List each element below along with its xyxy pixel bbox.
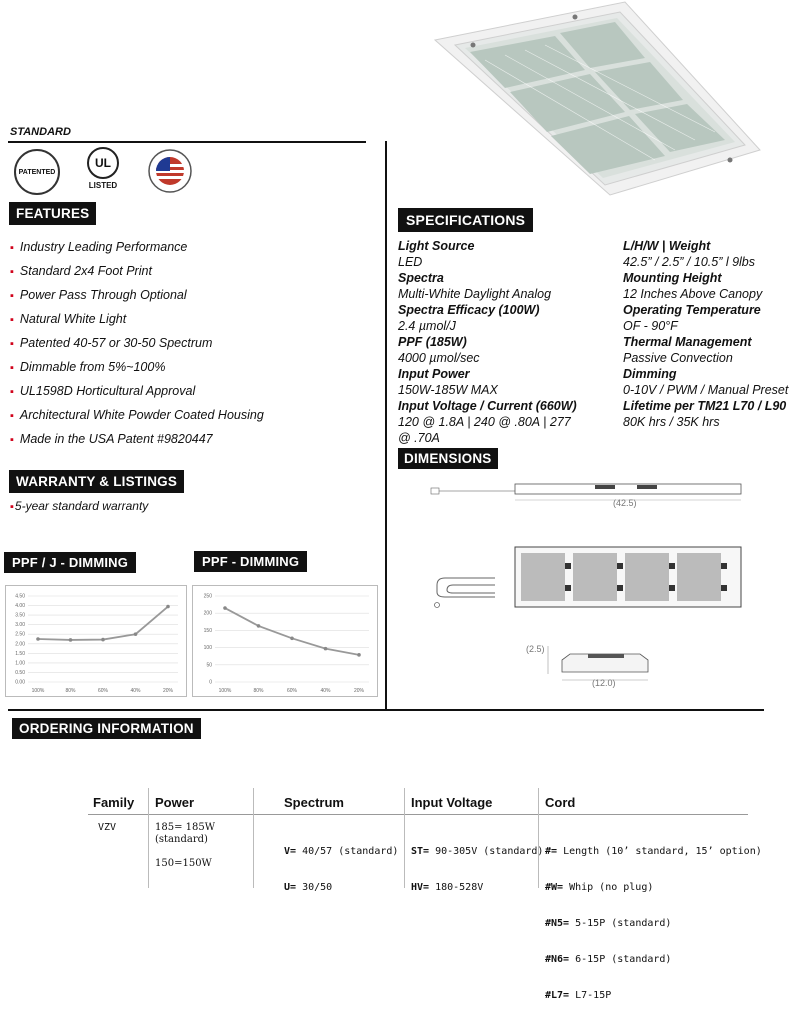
spec-label: Input Power (398, 367, 470, 381)
side-view-drawing (425, 476, 755, 516)
x-tick-label: 20% (353, 688, 365, 694)
feature-item: ▪ Industry Leading Performance (10, 240, 188, 254)
ordering-header: ORDERING INFORMATION (12, 718, 201, 739)
bullet-icon: ▪ (10, 290, 14, 302)
product-image (425, 0, 765, 200)
spec-value: OF - 90°F (623, 319, 678, 333)
ordering-voltage-value: ST= 90-305V (standard) HV= 180-528V (411, 846, 544, 893)
standard-divider (8, 141, 366, 143)
ul-listed-icon: UL LISTED (86, 147, 120, 189)
feature-item: ▪ Natural White Light (10, 312, 127, 326)
spec-label: Spectra Efficacy (100W) (398, 303, 540, 317)
standard-label: STANDARD (10, 126, 71, 138)
warranty-item: ▪5-year standard warranty (10, 499, 149, 513)
ordering-col-rule (148, 788, 149, 888)
ordering-col-rule (404, 788, 405, 888)
spec-value: 0-10V / PWM / Manual Preset (623, 383, 789, 397)
spec-value: 120 @ 1.8A | 240 @ .80A | 277 @ .70A (398, 415, 571, 445)
y-tick-label: 0.00 (15, 679, 25, 686)
feature-item: ▪ Architectural White Powder Coated Housing (10, 408, 264, 422)
y-tick-label: 0.50 (15, 669, 25, 676)
y-tick-label: 1.50 (15, 650, 25, 657)
feature-item: ▪ Made in the USA Patent #9820447 (10, 432, 213, 446)
x-tick-label: 20% (162, 688, 174, 694)
bullet-icon: ▪ (10, 266, 14, 278)
spec-value: LED (398, 255, 423, 269)
spec-value: 12 Inches Above Canopy (623, 287, 763, 301)
y-tick-label: 50 (206, 662, 212, 669)
feature-item: ▪ UL1598D Horticultural Approval (10, 384, 196, 398)
spec-label: PPF (185W) (398, 335, 467, 349)
x-tick-label: 100% (31, 688, 45, 694)
series-line (38, 607, 168, 640)
y-tick-label: 4.50 (15, 593, 25, 600)
y-tick-label: 4.00 (15, 603, 25, 610)
data-point (101, 638, 105, 642)
chart2-title: PPF - DIMMING (194, 551, 307, 572)
ppf-chart-svg (193, 586, 377, 696)
spec-value: 150W-185W MAX (398, 383, 498, 397)
patented-seal-icon (14, 149, 60, 195)
ppf-per-j-chart-svg (6, 586, 186, 696)
ppf-per-j-chart (5, 585, 187, 697)
height-dimension: (2.5) (526, 644, 545, 654)
spec-left-column (398, 238, 618, 446)
x-tick-label: 40% (320, 688, 331, 694)
bullet-icon: ▪ (10, 386, 14, 398)
ul-listed-text: LISTED (88, 181, 118, 190)
data-point (69, 638, 73, 642)
x-tick-label: 80% (253, 688, 264, 694)
ordering-cord-value: #= Length (10’ standard, 15’ option) #W= Whip (no plug) #N5= 5-15P (standard) #N6= 6-15P (standard) #L7= L7-15P (545, 846, 762, 1001)
ordering-col-cord: Cord (545, 795, 576, 810)
feature-item: ▪ Dimmable from 5%~100% (10, 360, 166, 374)
x-tick-label: 80% (65, 688, 76, 694)
spec-label: Input Voltage / Current (660W) (398, 399, 577, 413)
feature-item: ▪ Standard 2x4 Foot Print (10, 264, 152, 278)
spec-label: Light Source (398, 239, 475, 253)
spec-right-column (623, 238, 793, 430)
spec-value: 80K hrs / 35K hrs (623, 415, 720, 429)
y-tick-label: 3.50 (15, 612, 25, 619)
y-tick-label: 2.50 (15, 631, 25, 638)
spec-value: 4000 µmol/sec (398, 351, 480, 365)
data-point (223, 606, 227, 610)
bullet-icon: ▪ (10, 314, 14, 326)
data-point (36, 637, 40, 641)
specifications-header: SPECIFICATIONS (398, 208, 533, 232)
end-view-drawing (520, 640, 660, 690)
spec-label: Mounting Height (623, 271, 722, 285)
spec-label: Lifetime per TM21 L70 / L90 (623, 399, 787, 413)
spec-label: L/H/W | Weight (623, 239, 711, 253)
spec-value: Multi-White Daylight Analog (398, 287, 552, 301)
ordering-col-power: Power (155, 795, 195, 810)
y-tick-label: 3.00 (15, 622, 25, 629)
spec-label: Spectra (398, 271, 444, 285)
y-tick-label: 150 (203, 627, 212, 634)
ordering-header-rule (88, 814, 748, 815)
warranty-header: WARRANTY & LISTINGS (9, 470, 184, 493)
ordering-table (88, 788, 762, 1001)
bullet-icon: ▪ (10, 410, 14, 422)
ordering-spectrum-value: V= 40/57 (standard) U= 30/50 (284, 846, 399, 893)
features-header: FEATURES (9, 202, 96, 225)
x-tick-label: 60% (286, 688, 298, 694)
y-tick-label: 0 (209, 679, 212, 686)
spec-label: Dimming (623, 367, 677, 381)
usa-flag-seal-icon (148, 149, 192, 193)
ordering-col-spectrum: Spectrum (284, 795, 344, 810)
features-list (10, 240, 380, 456)
data-point (134, 632, 138, 636)
bullet-icon: ▪ (10, 434, 14, 446)
y-tick-label: 100 (203, 645, 212, 652)
patented-seal-text: PATENTED (18, 168, 56, 176)
data-point (166, 605, 170, 609)
dimensions-header: DIMENSIONS (398, 448, 498, 469)
ordering-col-rule (253, 788, 254, 888)
bullet-icon: ▪ (10, 242, 14, 254)
y-tick-label: 250 (203, 593, 212, 600)
data-point (324, 647, 328, 651)
ordering-family-value: VZV (98, 822, 117, 833)
top-view-drawing (425, 545, 755, 610)
bullet-icon: ▪ (10, 362, 14, 374)
ppf-chart (192, 585, 378, 697)
bullet-icon: ▪ (10, 338, 14, 350)
x-tick-label: 60% (97, 688, 109, 694)
spec-label: Thermal Management (623, 335, 752, 349)
chart1-title: PPF / J - DIMMING (4, 552, 136, 573)
feature-item: ▪ Power Pass Through Optional (10, 288, 187, 302)
ordering-col-family: Family (93, 795, 135, 810)
y-tick-label: 1.00 (15, 660, 25, 667)
length-dimension: (42.5) (613, 498, 637, 508)
spec-value: 2.4 µmol/J (398, 319, 456, 333)
x-tick-label: 100% (218, 688, 232, 694)
x-tick-label: 40% (130, 688, 141, 694)
spec-value: Passive Convection (623, 351, 733, 365)
y-tick-label: 200 (203, 610, 212, 617)
feature-item: ▪ Patented 40-57 or 30-50 Spectrum (10, 336, 213, 350)
ordering-divider (8, 709, 764, 711)
width-dimension: (12.0) (592, 678, 616, 688)
bullet-icon: ▪ (10, 501, 14, 513)
ordering-power-value: 185= 185W (standard) 150=150W (155, 822, 216, 869)
vertical-divider (385, 141, 387, 709)
y-tick-label: 2.00 (15, 641, 25, 648)
data-point (290, 637, 294, 641)
ordering-col-voltage: Input Voltage (411, 795, 493, 810)
data-point (257, 624, 261, 628)
spec-label: Operating Temperature (623, 303, 761, 317)
data-point (357, 653, 361, 657)
spec-value: 42.5” / 2.5” / 10.5” l 9lbs (623, 255, 756, 269)
